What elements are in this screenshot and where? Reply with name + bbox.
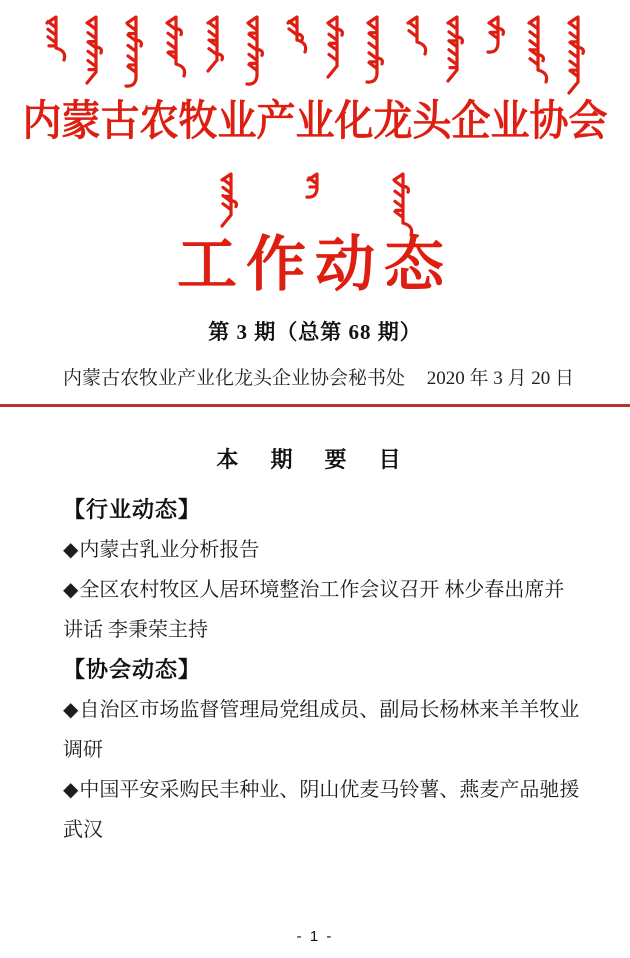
table-of-contents [63, 490, 580, 850]
toc-line-text: 武汉 [63, 818, 103, 841]
publisher-name: 内蒙古农牧业产业化龙头企业协会秘书处 [63, 367, 406, 389]
diamond-bullet-icon: ◆ [63, 538, 79, 561]
mongolian-script-word-icon [301, 171, 329, 203]
toc-title: 本 期 要 目 [216, 446, 414, 472]
document-title: 工作动态 [177, 231, 453, 298]
red-divider-line [0, 404, 630, 407]
publisher-date-row [63, 363, 574, 390]
toc-line [63, 730, 580, 770]
toc-line [63, 570, 580, 610]
mongolian-script-word-icon [201, 14, 229, 74]
toc-line-text: 调研 [63, 738, 103, 761]
diamond-bullet-icon: ◆ [63, 698, 79, 721]
mongolian-script-word-icon [562, 14, 590, 96]
toc-line-text: 自治区市场监督管理局党组成员、副局长杨林来羊羊牧业 [79, 698, 580, 721]
mongolian-script-word-icon [361, 14, 389, 88]
mongolian-script-word-icon [80, 14, 108, 86]
mongolian-script-word-icon [215, 171, 243, 229]
toc-section-header [63, 490, 580, 530]
mongolian-script-row-top [40, 14, 590, 96]
page-number: - 1 - [296, 928, 334, 945]
toc-line-text: 【行业动态】 [63, 496, 202, 522]
mongolian-script-word-icon [482, 14, 510, 58]
toc-line-text: 中国平安采购民丰种业、阴山优麦马铃薯、燕麦产品驰援 [79, 778, 580, 801]
mongolian-script-word-icon [387, 171, 415, 237]
mongolian-script-word-icon [522, 14, 550, 84]
toc-line [63, 770, 580, 810]
toc-line [63, 530, 580, 570]
toc-line-text: 讲话 李秉荣主持 [63, 618, 208, 641]
mongolian-script-word-icon [241, 14, 269, 90]
diamond-bullet-icon: ◆ [63, 578, 79, 601]
toc-line-text: 全区农村牧区人居环境整治工作会议召开 林少春出席并 [79, 578, 565, 601]
toc-line [63, 810, 580, 850]
mongolian-script-word-icon [281, 14, 309, 54]
mongolian-script-word-icon [160, 14, 188, 78]
mongolian-script-word-icon [401, 14, 429, 56]
organization-title: 内蒙古农牧业产业化龙头企业协会 [22, 98, 608, 145]
mongolian-script-row-subtitle [0, 171, 630, 233]
toc-line [63, 610, 580, 650]
mongolian-script-word-icon [441, 14, 469, 84]
mongolian-script-word-icon [40, 14, 68, 62]
publish-date: 2020 年 3 月 20 日 [426, 367, 574, 389]
toc-line [63, 690, 580, 730]
issue-number: 第 3 期（总第 68 期） [208, 319, 422, 344]
toc-line-text: 内蒙古乳业分析报告 [79, 538, 260, 561]
toc-line-text: 【协会动态】 [63, 656, 202, 682]
mongolian-script-word-icon [120, 14, 148, 92]
diamond-bullet-icon: ◆ [63, 778, 79, 801]
toc-section-header [63, 650, 580, 690]
mongolian-script-word-icon [321, 14, 349, 80]
